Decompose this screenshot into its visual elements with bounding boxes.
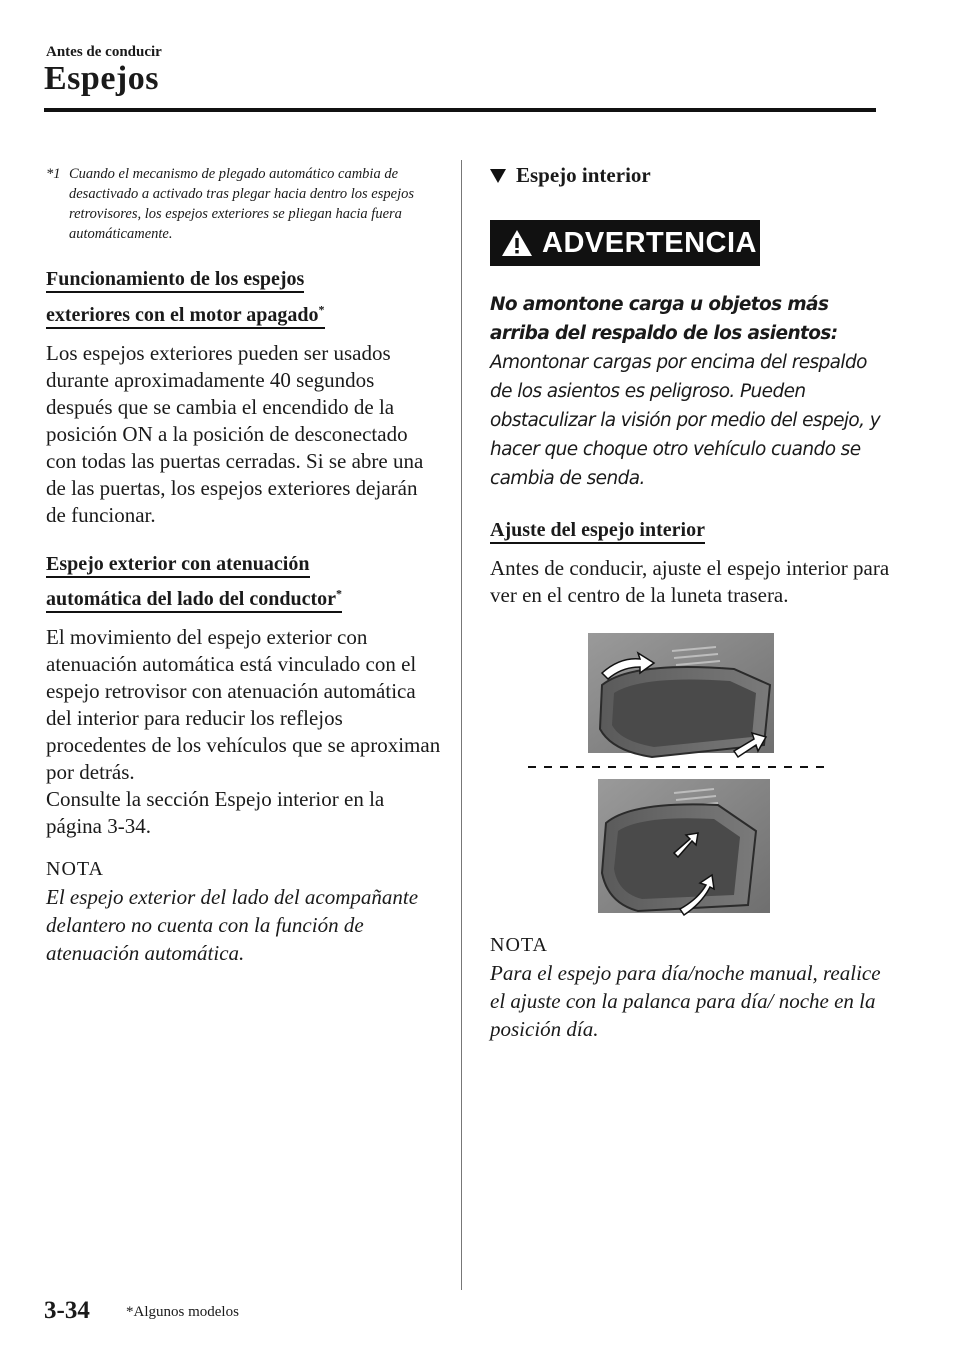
page-number: 3-34 (44, 1297, 90, 1324)
right-column (490, 160, 890, 1043)
page-title: Espejos (44, 60, 159, 97)
warning-label: ADVERTENCIA (542, 226, 757, 259)
warning-triangle-icon (500, 228, 534, 258)
header-rule (44, 108, 876, 112)
asterisk-mark: * (318, 302, 325, 316)
mirror-adjust-illustration (502, 633, 842, 918)
heading-adjust-interior-text: Ajuste del espejo interior (490, 519, 705, 544)
adjust-interior-body: Antes de conducir, ajuste el espejo interior para ver en el centro de la luneta trasera. (490, 556, 890, 607)
nota-text: Para el espejo para día/noche manual, realice el ajuste con la palanca para día/ noche en la posición día. (490, 961, 881, 1041)
section-heading-interior-mirror (490, 160, 890, 190)
warning-banner (490, 220, 760, 266)
heading-adjust-interior (490, 515, 890, 545)
mirror-illustration-svg (502, 633, 842, 918)
section-heading-text: Espejo interior (516, 163, 651, 187)
engine-off-body: Los espejos exteriores pueden ser usados durante aproximadamente 40 segundos después que se cambia el encendido de la posición ON a la posición de desconectado con todas las puertas cerradas. Si se abre una de las puertas, los espejos exteriores dejarán de funcionar. (46, 340, 424, 527)
heading-auto-dimming-line2: automática del lado del conductor* (46, 588, 342, 613)
heading-auto-dimming (46, 549, 441, 615)
triangle-down-icon (490, 169, 506, 183)
heading-engine-off-line1: Funcionamiento de los espejos (46, 268, 304, 293)
footnote (46, 164, 441, 244)
footnote-mark: *1 (46, 166, 61, 182)
nota-text: El espejo exterior del lado del acompañante delantero no cuenta con la función de atenuación automática. (46, 885, 419, 966)
heading-auto-dimming-line1: Espejo exterior con atenuación (46, 553, 310, 578)
left-column (46, 160, 441, 967)
auto-dimming-body-p1: El movimiento del espejo exterior con atenuación automática está vinculado con el espejo retrovisor con atenuación automática del interior para reducir los reflejos procedentes de los vehículos que se aproximan por detrás. (46, 625, 441, 785)
auto-dimming-body-p2: Consulte la sección Espejo interior en la página 3-34. (46, 787, 385, 839)
auto-dimming-body (46, 624, 441, 840)
footnote-text: Cuando el mecanismo de plegado automático cambia de desactivado a activado tras plegar hacia dentro los espejos retrovisores, los espejos exteriores se pliegan hacia fuera automáticamente. (69, 166, 414, 242)
nota-label: NOTA (490, 934, 548, 956)
warning-body-text: Amontonar cargas por encima del respaldo de los asientos es peligroso. Pueden obstaculizar la visión por medio del espejo, y hacer que choque otro vehículo cuando se cambia de senda. (490, 352, 881, 489)
heading-engine-off (46, 264, 441, 330)
nota-label: NOTA (46, 858, 104, 881)
warning-bold-text: No amontone carga u objetos más arriba del respaldo de los asientos: (490, 294, 838, 344)
asterisk-mark: * (336, 586, 342, 601)
footer-note: *Algunos modelos (126, 1304, 239, 1320)
heading-engine-off-line2: exteriores con el motor apagado* (46, 304, 325, 329)
column-divider (461, 160, 462, 1290)
header-section-label: Antes de conducir (46, 44, 162, 60)
